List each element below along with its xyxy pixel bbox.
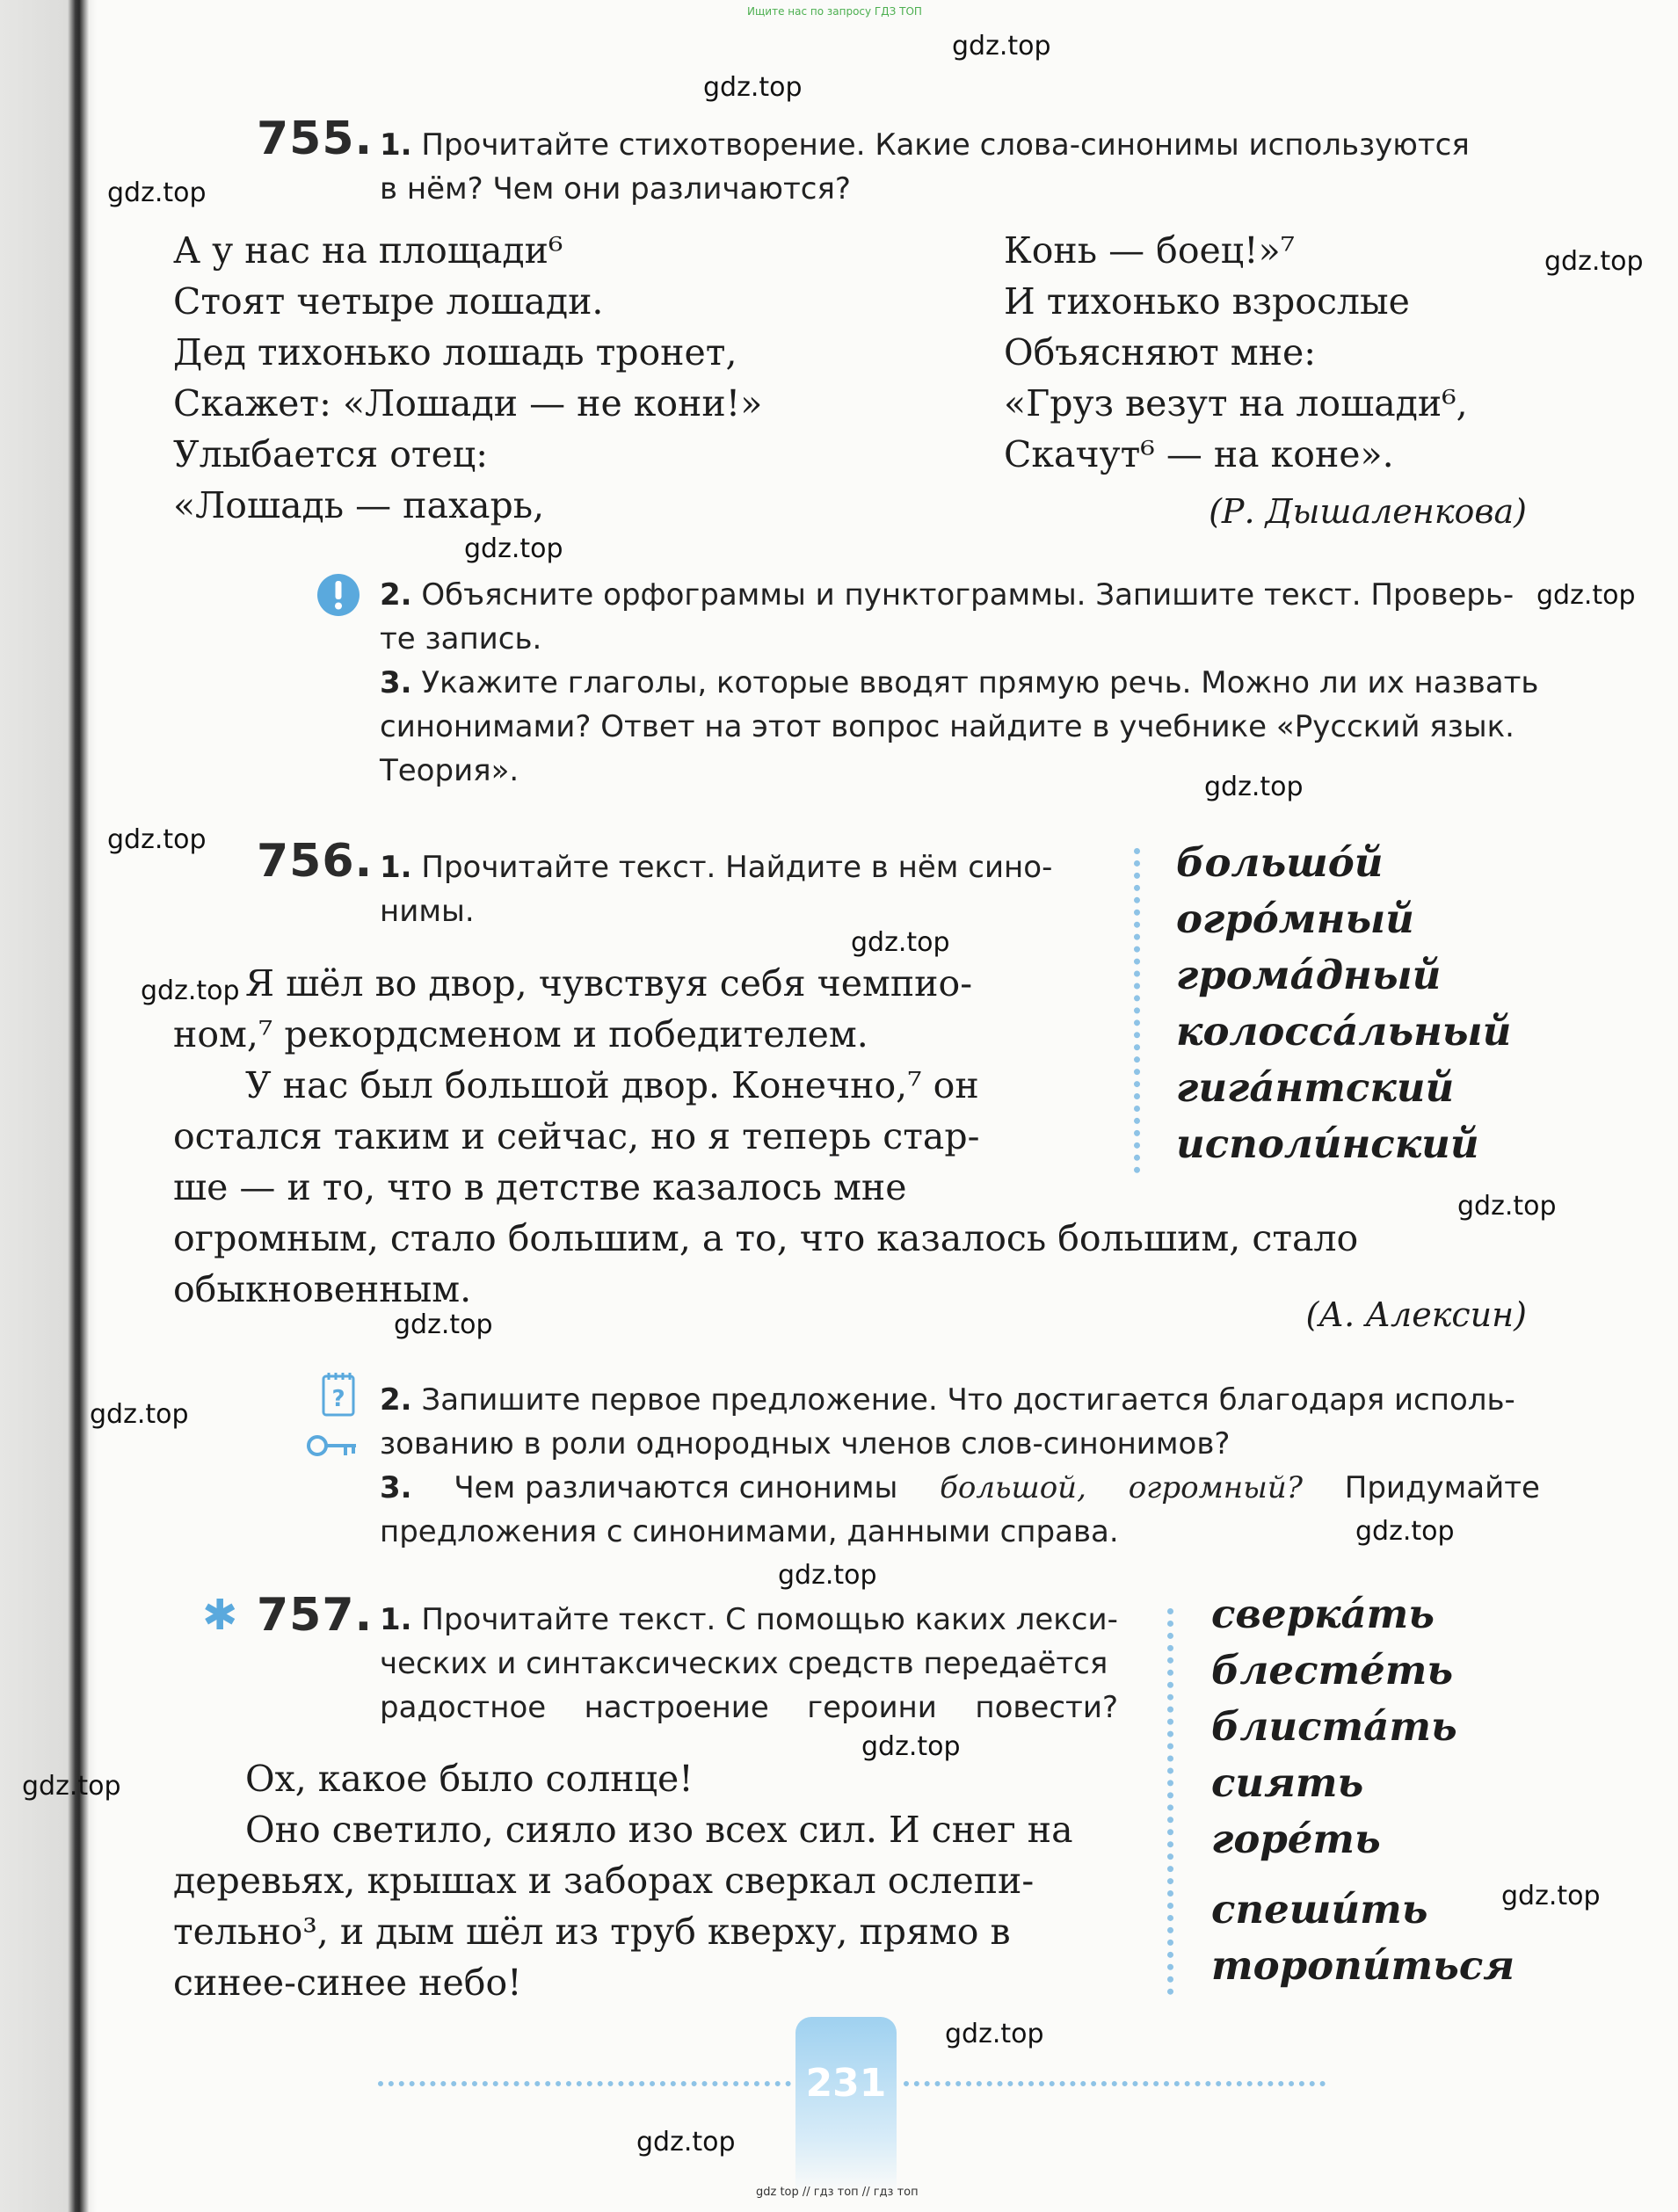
text-line: Оно светило, сияло изо всех сил. И снег на [245,1809,1073,1851]
watermark: gdz.top [1204,772,1304,802]
task-text: Теория». [380,753,519,788]
task-number: 3. [380,1470,412,1505]
task-text: Прочитайте текст. Найдите в нём сино- [421,850,1053,885]
poem-author: (Р. Дышаленкова) [1209,492,1527,531]
poem-line: Дед тихонько лошадь тронет, [173,331,737,374]
exercise-task-2 [380,573,1540,661]
poem-line: А у нас на площади⁶ [173,229,563,272]
book-binding [0,0,97,2212]
watermark: gdz.top [952,31,1051,62]
watermark: gdz.top [1355,1516,1455,1547]
task-text: в нём? Чем они различаются? [380,171,851,207]
watermark: gdz.top [1501,1881,1601,1911]
task-number: 2. [380,577,412,613]
synonym-word: сверкáть [1211,1591,1435,1637]
text-line: Я шёл во двор, чувствуя себя чемпио- [245,962,973,1004]
exercise-number: 755. [257,112,374,165]
synonym-word: спешúть [1211,1886,1428,1933]
star-icon: ✱ [202,1591,238,1640]
key-icon [306,1431,359,1461]
exercise-text [173,958,1087,1213]
task-text: предложения с синонимами, данными справа. [380,1514,1119,1549]
task-number: 1. [380,1602,412,1637]
task-text: Укажите глаголы, которые вводят прямую речь. Можно ли их назвать [421,665,1539,700]
task-number: 1. [380,850,412,885]
poem-line: И тихонько взрослые [1004,280,1410,323]
exercise-task-1 [380,123,1540,211]
text-line: синее-синее небо! [173,1962,522,2004]
text-line: деревьях, крышах и заборах сверкал ослепи- [173,1860,1035,1902]
question-notebook-icon [321,1371,356,1417]
watermark: gdz.top [107,824,207,855]
watermark: gdz.top [141,975,240,1006]
text-line: Ох, какое было солнце! [245,1758,694,1800]
footer-dotted-line [378,2081,791,2086]
exercise-task-3 [380,661,1540,793]
text-line: обыкновенным. [173,1268,472,1310]
task-number: 3. [380,665,412,700]
task-text: нимы. [380,894,475,929]
task-text: Объясните орфограммы и пунктограммы. Запишите текст. Проверь- [421,577,1515,613]
synonym-word: блестéть [1211,1647,1454,1693]
poem-right-column [1004,225,1549,480]
task-text: Чем различаются синонимы [454,1470,898,1505]
watermark: gdz.top [1536,580,1636,611]
page-number: 231 [805,2061,887,2106]
task-text: синонимами? Ответ на этот вопрос найдите в учебнике «Русский язык. [380,709,1515,744]
poem-line: «Груз везут на лошади⁶, [1004,382,1468,424]
poem-line: Объясняют мне: [1004,331,1317,374]
watermark: gdz.top [90,1399,189,1430]
synonym-word: блистáть [1211,1703,1457,1750]
synonym-word: торопúться [1211,1942,1515,1989]
task-text: те запись. [380,621,542,656]
task-text: зованию в роли однородных членов слов-синонимов? [380,1426,1231,1461]
watermark: gdz.top [945,2019,1044,2049]
task-text: Придумайте [1344,1470,1540,1505]
synonym-word: горéть [1211,1816,1381,1862]
watermark: gdz.top [464,533,563,564]
text-line: остался таким и сейчас, но я теперь стар- [173,1115,980,1157]
task-text: ческих и синтаксических средств передаётся [380,1646,1108,1681]
exercise-number: 757. [257,1589,374,1642]
poem-line: Улыбается отец: [173,433,489,475]
top-note: Ищите нас по запросу ГДЗ ТОП [747,5,922,18]
poem-line: Стоят четыре лошади. [173,280,604,323]
watermark: gdz.top [1457,1191,1557,1222]
svg-text:?: ? [331,1386,345,1412]
synonym-word: колоссáльный [1176,1008,1512,1055]
bottom-note: gdz top // гдз топ // гдз топ [756,2186,919,2199]
exercise-task-3 [380,1466,1540,1554]
watermark: gdz.top [851,927,950,958]
task-text: Прочитайте стихотворение. Какие слова-синонимы используются [421,127,1470,163]
task-number: 1. [380,127,412,163]
poem-line: Скажет: «Лошади — не кони!» [173,382,763,424]
task-text: Запишите первое предложение. Что достигается благодаря исполь- [421,1382,1515,1418]
task-number: 2. [380,1382,412,1418]
footer-dotted-line [904,2081,1326,2086]
watermark: gdz.top [22,1771,121,1802]
exercise-task-1 [380,1598,1118,1730]
poem-line: Скачут⁶ — на коне». [1004,433,1394,475]
watermark: gdz.top [107,178,207,208]
watermark: gdz.top [394,1309,493,1340]
text-author: (А. Алексин) [1305,1295,1527,1334]
task-text: Прочитайте текст. С помощью каких лекси- [421,1602,1118,1637]
synonym-word: громáдный [1176,952,1442,998]
exercise-task-2 [380,1378,1540,1466]
exercise-task-1 [380,845,1101,933]
poem-line: «Лошадь — пахарь, [173,484,545,526]
synonym-word: огрóмный [1176,896,1414,942]
text-line: ном,⁷ рекордсменом и победителем. [173,1013,868,1055]
task-word: огромный? [1128,1470,1303,1505]
text-line: огромным, стало большим, а то, что казалось большим, стало [173,1217,1359,1259]
task-text: радостное настроение героини повести? [380,1690,1118,1725]
exercise-number: 756. [257,835,374,888]
synonym-list [1211,1586,1580,1994]
exclamation-icon [316,573,360,617]
poem-line: Конь — боец!»⁷ [1004,229,1296,272]
synonym-word: сиять [1211,1759,1364,1806]
watermark: gdz.top [861,1731,961,1762]
task-word: большой, [940,1470,1086,1505]
text-line: тельно³, и дым шёл из труб кверху, прямо в [173,1911,1011,1953]
synonym-list [1176,835,1545,1172]
dotted-divider [1134,848,1140,1173]
poem-left-column [173,225,982,531]
synonym-word: гигáнтский [1176,1064,1455,1111]
watermark: gdz.top [703,72,803,103]
exercise-text [173,1753,1122,2008]
watermark: gdz.top [636,2127,736,2158]
text-line: У нас был большой двор. Конечно,⁷ он [245,1064,979,1106]
watermark: gdz.top [1544,246,1644,277]
dotted-divider [1167,1608,1173,1995]
synonym-word: исполúнский [1176,1121,1479,1167]
text-line: ше — и то, что в детстве казалось мне [173,1166,907,1208]
watermark: gdz.top [778,1560,877,1591]
synonym-word: большóй [1176,839,1384,886]
